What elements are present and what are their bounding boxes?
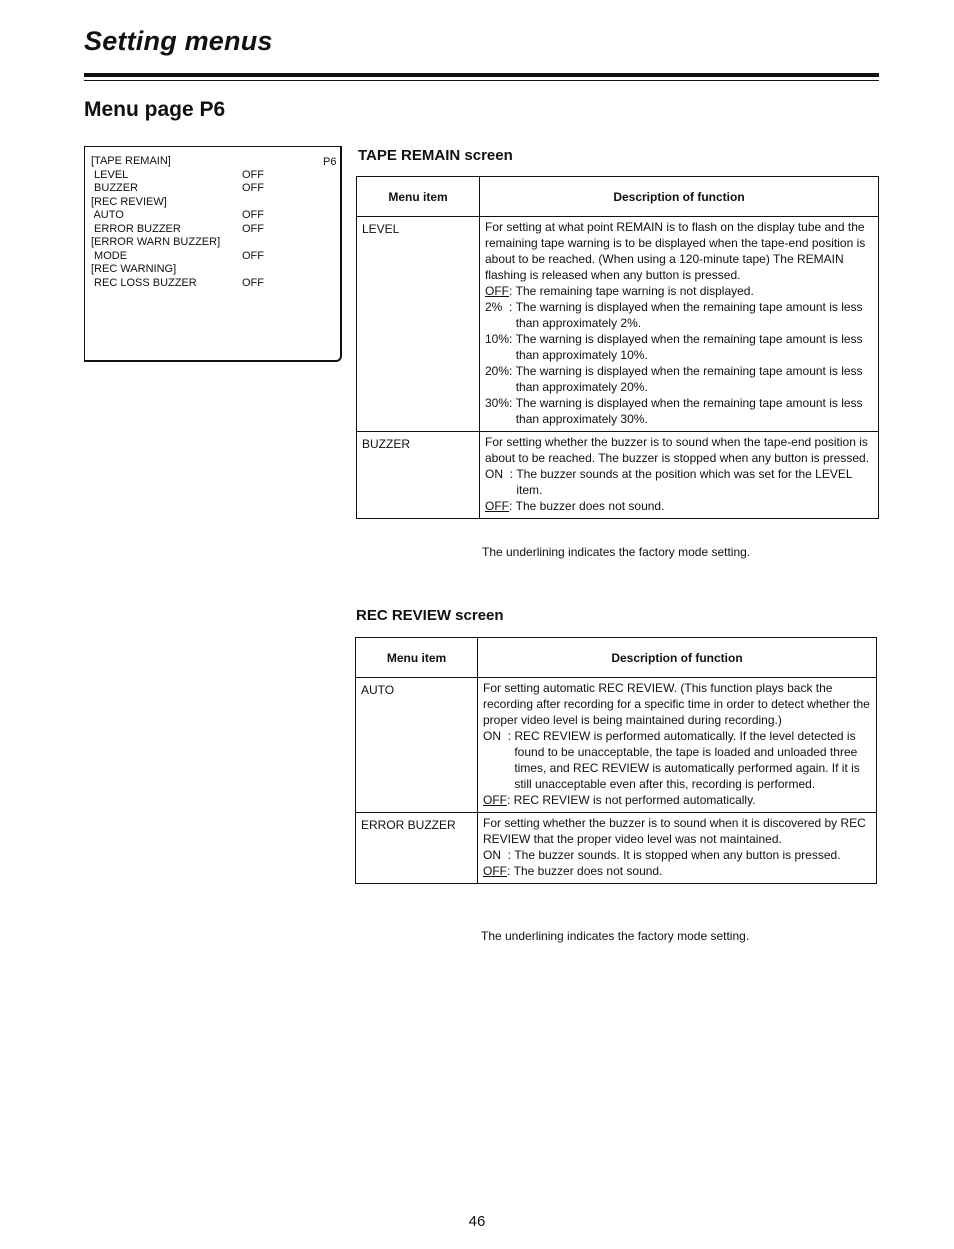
option-key: OFF bbox=[483, 864, 507, 878]
table-row bbox=[357, 432, 879, 519]
page-heading: Menu page P6 bbox=[84, 98, 226, 121]
column-header-description: Description of function bbox=[480, 177, 879, 217]
menu-value: OFF bbox=[242, 209, 264, 221]
menu-item-cell: LEVEL bbox=[357, 217, 480, 432]
header-rule-thick bbox=[84, 73, 879, 77]
option-separator: : bbox=[503, 467, 517, 481]
menu-value: OFF bbox=[242, 222, 264, 235]
option-key: ON bbox=[483, 848, 501, 862]
option-key: OFF bbox=[485, 284, 509, 298]
option-row bbox=[485, 498, 874, 514]
menu-line: [REC REVIEW] bbox=[91, 195, 167, 208]
menu-item-cell: AUTO bbox=[356, 678, 478, 813]
option-separator: : bbox=[509, 284, 516, 298]
column-header-menu-item: Menu item bbox=[357, 177, 480, 217]
option-row bbox=[485, 331, 874, 363]
rec-review-table bbox=[355, 637, 877, 884]
option-separator: : bbox=[509, 364, 516, 378]
option-row bbox=[483, 728, 872, 792]
table-row bbox=[357, 217, 879, 432]
option-row bbox=[485, 466, 874, 498]
option-text: The remaining tape warning is not displayed. bbox=[515, 284, 754, 298]
description-intro: For setting whether the buzzer is to sound when it is discovered by REC REVIEW that the proper video level was not maintained. bbox=[483, 816, 866, 846]
description-cell bbox=[480, 217, 879, 432]
factory-setting-note: The underlining indicates the factory mode setting. bbox=[481, 929, 750, 943]
description-intro: For setting at what point REMAIN is to flash on the display tube and the remaining tape warning is to be displayed when the tape-end position is about to be reached. (When using a 120-minute tape) The REMAIN flashing is released when any button is pressed. bbox=[485, 220, 866, 282]
option-text: The warning is displayed when the remaining tape amount is less than approximately 30%. bbox=[515, 396, 863, 426]
option-text: The warning is displayed when the remaining tape amount is less than approximately 2%. bbox=[515, 300, 863, 330]
option-separator: : bbox=[507, 864, 514, 878]
menu-line: [REC WARNING] bbox=[91, 263, 177, 275]
option-text: The warning is displayed when the remaining tape amount is less than approximately 10%. bbox=[515, 332, 863, 362]
option-separator: : bbox=[501, 729, 515, 743]
option-separator: : bbox=[502, 300, 516, 314]
menu-line: [TAPE REMAIN] bbox=[91, 155, 171, 167]
option-text: REC REVIEW is not performed automatically. bbox=[513, 793, 756, 807]
menu-line: MODE bbox=[91, 249, 128, 262]
option-row bbox=[485, 283, 874, 299]
option-text: The buzzer does not sound. bbox=[515, 499, 665, 513]
menu-value: OFF bbox=[242, 276, 264, 289]
menu-line: ERROR BUZZER bbox=[91, 222, 181, 235]
option-text: REC REVIEW is performed automatically. If the level detected is found to be unacceptable, the tape is loaded and unloaded three times, and REC REVIEW is automatically performed again. If it is still unacceptable even after this, recording is performed. bbox=[514, 729, 860, 791]
menu-value: OFF bbox=[242, 182, 264, 194]
option-row bbox=[485, 299, 874, 331]
description-intro: For setting automatic REC REVIEW. (This function plays back the recording after recording for a specific time in order to detect whether the proper video level is being maintained during recording.) bbox=[483, 681, 870, 727]
menu-value: OFF bbox=[242, 249, 264, 262]
option-row bbox=[485, 395, 874, 427]
table-row bbox=[356, 678, 877, 813]
page-number: 46 bbox=[468, 1213, 486, 1230]
option-key: 10% bbox=[485, 332, 510, 346]
option-row bbox=[483, 792, 872, 808]
option-key: 20% bbox=[485, 364, 510, 378]
tape-remain-heading: TAPE REMAIN screen bbox=[358, 147, 513, 164]
column-header-menu-item: Menu item bbox=[356, 638, 478, 678]
menu-page-tag: P6 bbox=[323, 156, 337, 168]
menu-line: LEVEL bbox=[91, 168, 129, 181]
menu-screen-box bbox=[84, 146, 342, 362]
description-intro: For setting whether the buzzer is to sound when the tape-end position is about to be reached. The buzzer is stopped when any button is pressed. bbox=[485, 435, 870, 465]
option-separator: : bbox=[507, 793, 514, 807]
table-header-row bbox=[356, 638, 877, 678]
option-row bbox=[485, 363, 874, 395]
option-row bbox=[483, 847, 872, 863]
option-separator: : bbox=[509, 396, 516, 410]
option-key: 30% bbox=[485, 396, 510, 410]
factory-setting-note: The underlining indicates the factory mode setting. bbox=[482, 545, 751, 559]
option-text: The buzzer does not sound. bbox=[513, 864, 663, 878]
option-key: ON bbox=[483, 729, 501, 743]
menu-line: BUZZER bbox=[91, 182, 139, 194]
option-separator: : bbox=[501, 848, 515, 862]
menu-line: [ERROR WARN BUZZER] bbox=[91, 236, 221, 248]
option-key: 2% bbox=[485, 300, 503, 314]
menu-value: OFF bbox=[242, 168, 264, 181]
option-row bbox=[483, 863, 872, 879]
option-key: OFF bbox=[485, 499, 509, 513]
table-row bbox=[356, 813, 877, 884]
option-text: The buzzer sounds. It is stopped when any button is pressed. bbox=[514, 848, 841, 862]
menu-item-cell: ERROR BUZZER bbox=[356, 813, 478, 884]
menu-line: REC LOSS BUZZER bbox=[91, 276, 197, 289]
menu-line: AUTO bbox=[91, 209, 124, 221]
menu-item-cell: BUZZER bbox=[357, 432, 480, 519]
option-key: ON bbox=[485, 467, 503, 481]
description-cell bbox=[478, 813, 877, 884]
rec-review-heading: REC REVIEW screen bbox=[356, 607, 504, 624]
option-separator: : bbox=[509, 332, 516, 346]
option-key: OFF bbox=[483, 793, 507, 807]
option-text: The buzzer sounds at the position which was set for the LEVEL item. bbox=[516, 467, 853, 497]
section-title: Setting menus bbox=[84, 26, 273, 56]
column-header-description: Description of function bbox=[478, 638, 877, 678]
header-rule-thin bbox=[84, 80, 879, 81]
description-cell bbox=[478, 678, 877, 813]
option-separator: : bbox=[509, 499, 516, 513]
description-cell bbox=[480, 432, 879, 519]
tape-remain-table bbox=[356, 176, 879, 519]
table-header-row bbox=[357, 177, 879, 217]
option-text: The warning is displayed when the remaining tape amount is less than approximately 20%. bbox=[515, 364, 863, 394]
